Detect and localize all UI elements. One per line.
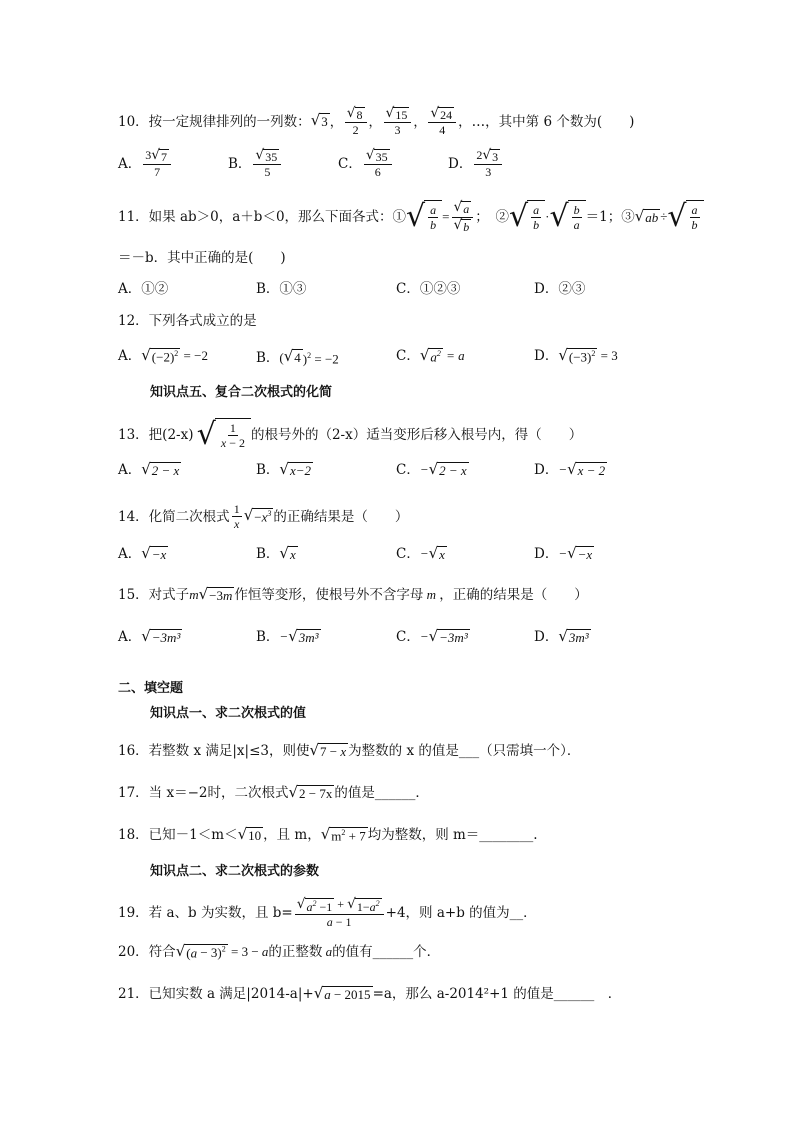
q12-option-c[interactable]: C． √ $a^2$ = a <box>396 345 465 364</box>
question-14: 14．化简二次根式 $\frac{1}{x}$ √ $-x^3$ 的正确结果是（ ） <box>118 502 409 531</box>
q12-option-d[interactable]: D． √ $(-3)^2$ = 3 <box>534 345 618 364</box>
section-heading-5: 知识点五、复合二次根式的化简 <box>150 385 333 400</box>
q10-sequence: √ 3 ， √ 8 2 ， √ 15 3 ， √ 24 4 <box>311 106 458 137</box>
q14-option-d[interactable]: D． − √ −x <box>534 543 593 562</box>
q11-stem-end: ＝－b．其中正确的是( ) <box>118 250 286 266</box>
question-10 <box>118 106 634 137</box>
q11-option-a[interactable]: A．①② <box>118 281 169 297</box>
question-17: 17．当 x＝−2时，二次根式 √ 2 − 7x 的值是______． <box>118 782 429 801</box>
question-13: 13．把(2-x) √ $\frac{1}{x - 2}$ 的根号外的（2-x）适当变形后移入根号内，得（ ） <box>118 417 583 452</box>
question-16: 16．若整数 x 满足|x|≤3，则使 √ 7 − x 为整数的 x 的值是___（只需填一个）． <box>118 740 581 759</box>
q13-option-d[interactable]: D． − √ x − 2 <box>534 459 606 478</box>
part-heading-fill-in: 二、填空题 <box>118 681 184 696</box>
q13-option-a[interactable]: A． √ 2 − x <box>118 459 180 478</box>
question-12: 12．下列各式成立的是 <box>118 313 257 329</box>
question-19: 19．若 a、b 为实数，且 b= √ $a^2 -1$ + √ $1-a^2$ a − 1 +4，则 a+b 的值为__． <box>118 896 537 930</box>
q11-option-d[interactable]: D．②③ <box>534 281 586 297</box>
q11-option-b[interactable]: B．①③ <box>256 281 307 297</box>
question-18: 18．已知－1＜m＜ √ 10 ，且 m， √ $m^2 + 7$ 均为整数，则 m＝________. <box>118 824 538 843</box>
q10-option-b[interactable]: B． √ 35 5 <box>228 148 283 179</box>
q12-option-a[interactable]: A． √ $(-2)^2$ = −2 <box>118 345 208 364</box>
section-heading-2: 知识点二、求二次根式的参数 <box>150 864 320 879</box>
q13-option-c[interactable]: C． − √ 2 − x <box>396 459 467 478</box>
q15-option-c[interactable]: C． − √ −3m³ <box>396 626 468 645</box>
question-15: 15．对式子 m √ −3m 作恒等变形，使根号外不含字母 m ，正确的结果是（ ） <box>118 584 588 603</box>
q15-option-a[interactable]: A． √ −3m³ <box>118 626 181 645</box>
q14-option-c[interactable]: C． − √ x <box>396 543 445 562</box>
section-heading-1: 知识点一、求二次根式的值 <box>150 706 307 721</box>
q10-stem: 10．按一定规律排列的一列数： <box>118 113 311 130</box>
q14-option-b[interactable]: B． √ x <box>256 543 296 562</box>
question-21: 21．已知实数 a 满足|2014-a|+ √ a − 2015 =a，那么 a-2014²+1 的值是______ ． <box>118 983 622 1002</box>
q10-stem-end: ，…，其中第 6 个数为( ) <box>458 113 635 130</box>
question-20: 20．符合 √ $(a - 3)^2$ = 3 − a 的正整数 a 的值有______个． <box>118 941 441 960</box>
q12-option-b[interactable]: B． ( √ 4 )$^2$ = −2 <box>256 347 339 367</box>
q10-option-a[interactable]: A． 3 √ 7 7 <box>118 148 173 179</box>
q10-option-c[interactable]: C． √ 35 6 <box>338 148 394 179</box>
q10-option-d[interactable]: D． 2 √ 3 3 <box>448 148 504 179</box>
q15-option-d[interactable]: D． √ 3m³ <box>534 626 589 645</box>
q15-option-b[interactable]: B． − √ 3m³ <box>256 626 319 645</box>
q14-option-a[interactable]: A． √ −x <box>118 543 167 562</box>
q13-option-b[interactable]: B． √ x−2 <box>256 459 311 478</box>
q11-option-c[interactable]: C．①②③ <box>396 281 461 297</box>
question-11: 11．如果 ab＞0，a＋b＜0，那么下面各式：① √ $\frac{a}{b}$ = √ a √ b ； ② √ $\frac{a}{b}$ · √ $\frac{b}{a}$ ＝1；③ √ ab ÷ √ $\frac{a}{b}$ <box>118 200 704 234</box>
